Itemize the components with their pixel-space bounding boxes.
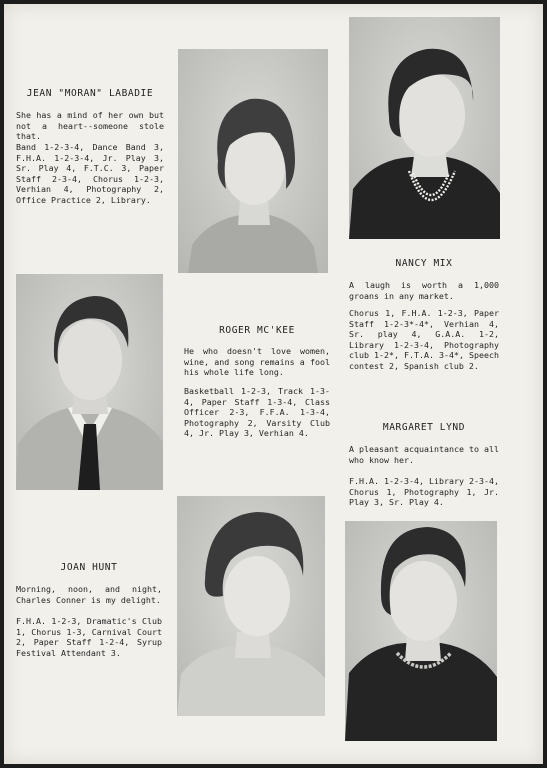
yearbook-page [4, 4, 543, 764]
student-name-margaret: MARGARET LYND [382, 422, 466, 433]
portrait-photo-joan-hunt [177, 496, 325, 716]
student-activities-jean: Band 1-2-3-4, Dance Band 3, F.H.A. 1-2-3-4, Jr. Play 3, Sr. Play 4, F.T.C. 3, Paper Staff 2-3-4, Chorus 1-2-3, Verhian 4, Photography 2, Office Practice 2, Library. [16, 142, 164, 205]
student-quote-nancy: A laugh is worth a 1,000 groans in any market. [349, 280, 499, 301]
student-quote-jean: She has a mind of her own but not a heart--someone stole that. [16, 110, 164, 142]
student-quote-roger: He who doesn't love women, wine, and song remains a fool his whole life long. [184, 346, 330, 378]
student-quote-margaret: A pleasant acquaintance to all who know her. [349, 444, 499, 465]
student-quote-joan: Morning, noon, and night, Charles Conner is my delight. [16, 584, 162, 605]
student-name-jean: JEAN "MORAN" LABADIE [26, 88, 154, 99]
student-name-nancy: NANCY MIX [395, 258, 453, 269]
student-name-roger: ROGER MC'KEE [219, 325, 295, 336]
portrait-photo-nancy-mix [349, 17, 500, 239]
portrait-photo-roger-mckee [16, 274, 163, 490]
portrait-photo-margaret-lynd [345, 521, 497, 741]
student-activities-roger: Basketball 1-2-3, Track 1-3-4, Paper Staff 1-3-4, Class Officer 2-3, F.F.A. 1-3-4, Photography 2, Varsity Club 4, Jr. Play 3, Verhian 4. [184, 386, 330, 439]
student-activities-joan: F.H.A. 1-2-3, Dramatic's Club 1, Chorus 1-3, Carnival Court 2, Paper Staff 1-2-4, Syrup Festival Attendant 3. [16, 616, 162, 658]
student-activities-nancy: Chorus 1, F.H.A. 1-2-3, Paper Staff 1-2-3*-4*, Verhian 4, Sr. play 4, G.A.A. 1-2, Library 1-2-3-4, Photography club 1-2*, F.T.A. 3-4*, Speech contest 2, Spanish club 2. [349, 308, 499, 371]
student-name-joan: JOAN HUNT [60, 562, 118, 573]
portrait-photo-jean-labadie [178, 49, 328, 273]
student-activities-margaret: F.H.A. 1-2-3-4, Library 2-3-4, Chorus 1, Photography 1, Jr. Play 3, Sr. Play 4. [349, 476, 499, 508]
